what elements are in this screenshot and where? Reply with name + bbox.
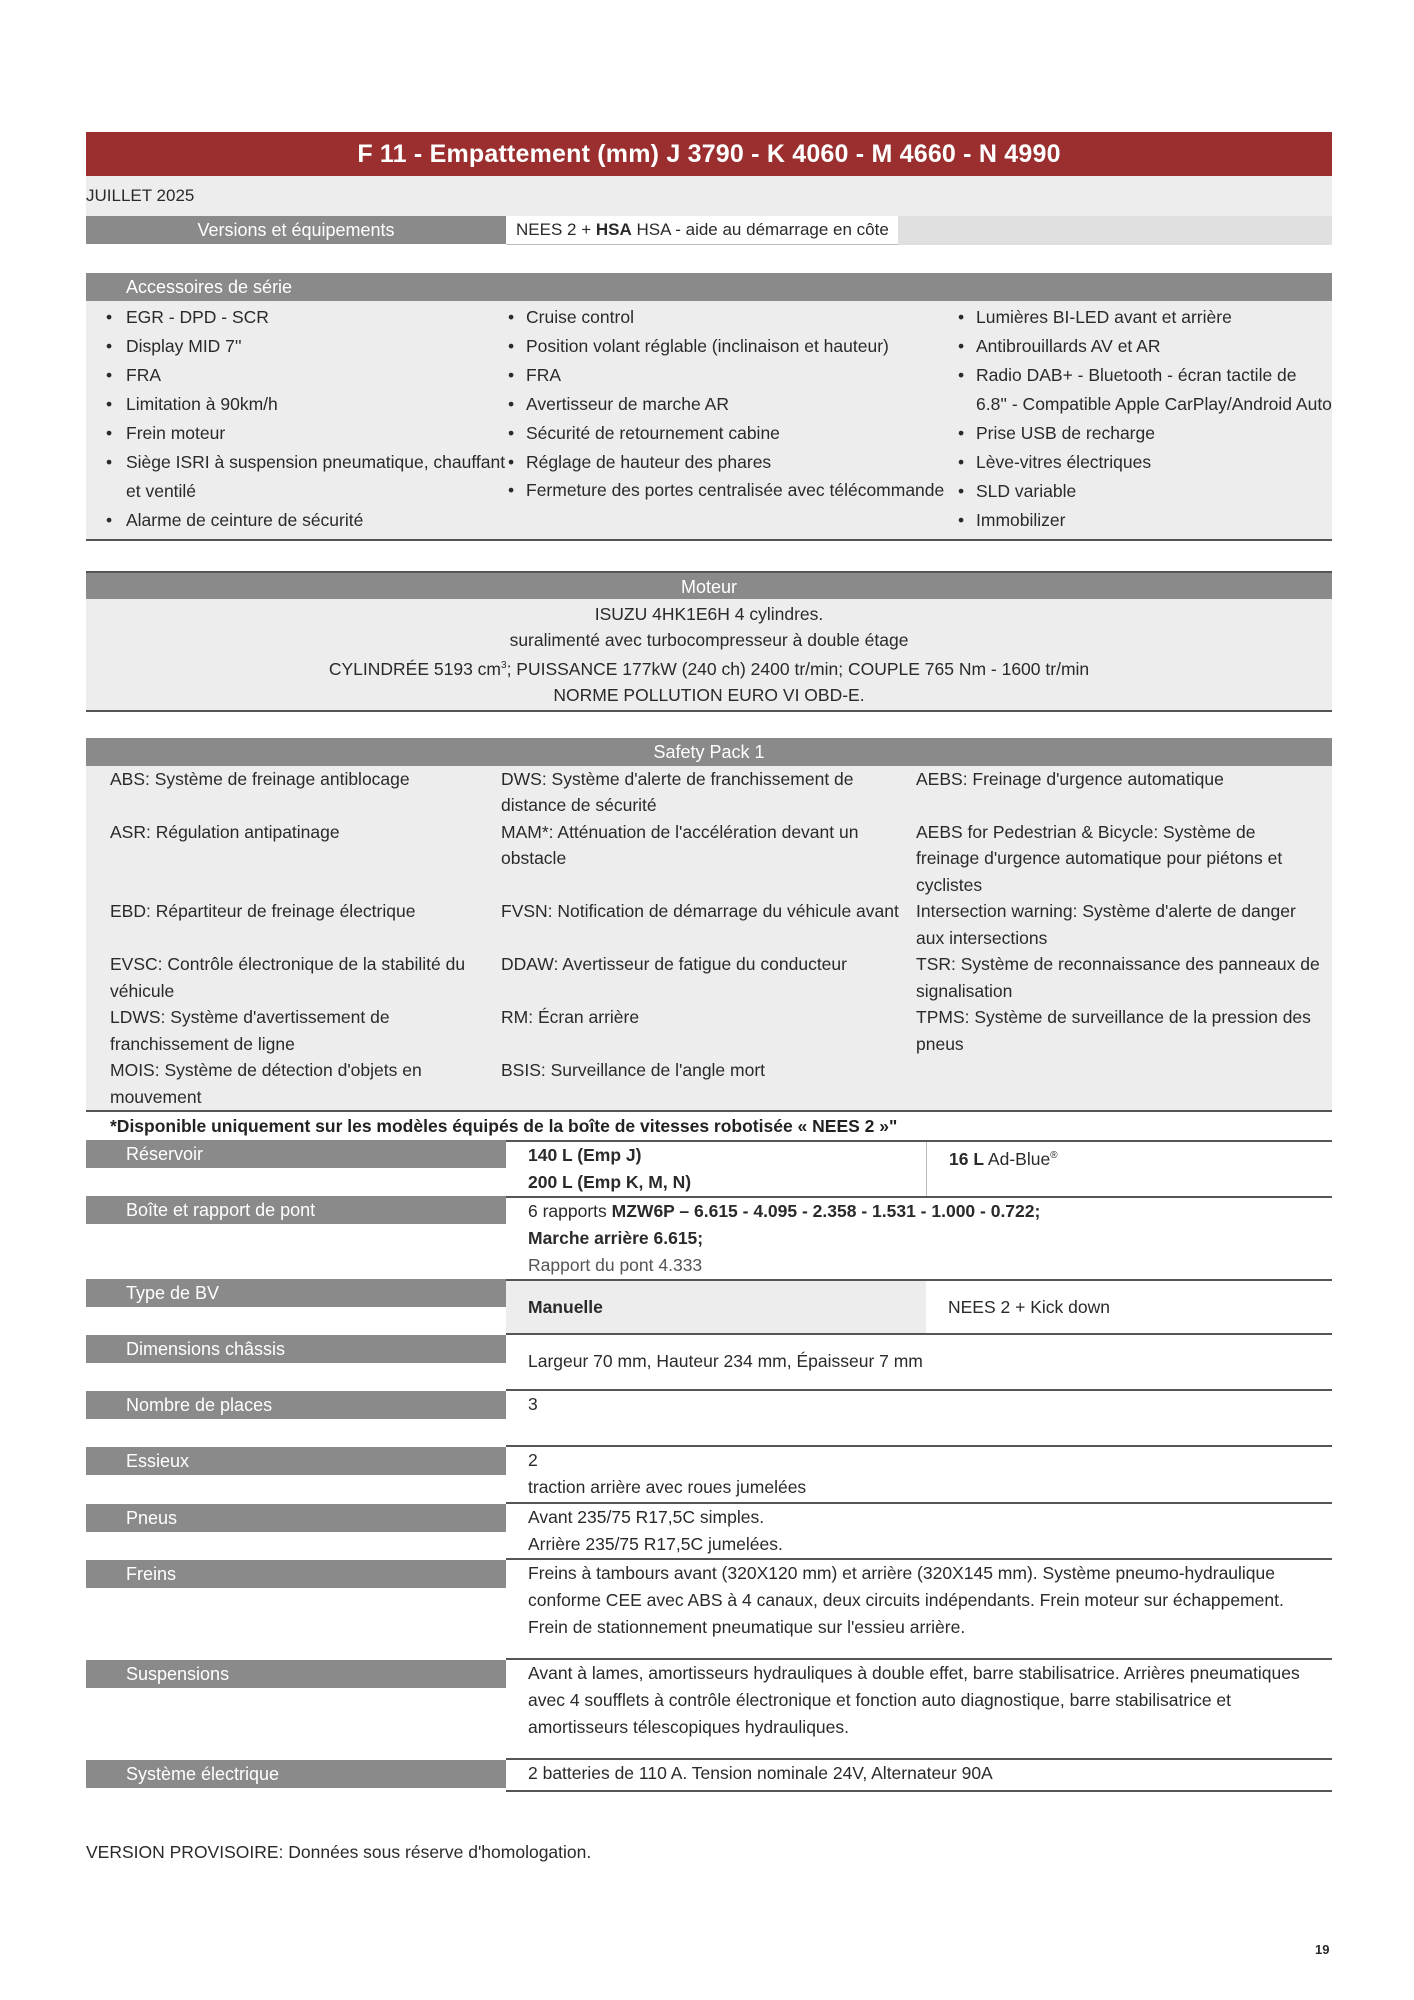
spec-chassis [86,1335,1332,1391]
axles-desc: traction arrière avec roues jumelées [528,1477,807,1498]
engine-line-4: NORME POLLUTION EURO VI OBD-E. [553,684,865,705]
engine-power-torque: ; PUISSANCE 177kW (240 ch) 2400 tr/min; COUPLE 765 Nm - 1600 tr/min [506,658,1090,679]
list-item: • Lumières BI-LED avant et arrière [946,303,1332,332]
list-item: • Frein moteur [86,419,506,448]
bv-nees: NEES 2 + Kick down [948,1297,1110,1318]
page-number: 19 [1315,1942,1330,1957]
spec-value [506,1447,1332,1504]
adblue-volume: 16 L [949,1149,985,1170]
spec-label: Système électrique [86,1760,506,1788]
spec-label: Nombre de places [86,1391,506,1419]
spec-label: Essieux [86,1447,506,1475]
spec-suspension [86,1660,1332,1760]
engine-body [86,599,1332,712]
list-item: • FRA [506,361,946,390]
spec-electric [86,1760,1332,1792]
spec-value: 2 batteries de 110 A. Tension nominale 24V, Alternateur 90A [506,1760,1332,1792]
spec-value: 3 [506,1391,1332,1447]
spec-tyres [86,1504,1332,1560]
versions-value [506,216,898,245]
safety-cell: FVSN: Notification de démarrage du véhicule avant [501,901,899,922]
safety-heading: Safety Pack 1 [86,738,1332,766]
engine-line-2: suralimenté avec turbocompresseur à double étage [509,630,909,650]
list-item: • Limitation à 90km/h [86,390,506,419]
safety-cell: ASR: Régulation antipatinage [110,821,340,842]
spec-value [506,1279,1332,1335]
list-item: • EGR - DPD - SCR [86,303,506,332]
list-item: • SLD variable [946,477,1332,506]
safety-cell [916,1057,1332,1110]
spec-label: Boîte et rapport de pont [86,1196,506,1224]
list-item: • Alarme de ceinture de sécurité [86,506,506,535]
list-item: • Position volant réglable (inclinaison et hauteur) [506,332,946,361]
page-title: F 11 - Empattement (mm) J 3790 - K 4060 - M 4660 - N 4990 [86,132,1332,176]
accessories-heading: Accessoires de série [86,273,1332,301]
safety-cell: ABS: Système de freinage antiblocage [110,768,410,789]
spec-gearbox [86,1196,1332,1279]
engine-displacement: CYLINDRÉE 5193 cm [328,658,501,679]
list-item: • Avertisseur de marche AR [506,390,946,419]
gearbox-line-2: Marche arrière 6.615; [528,1228,704,1249]
list-item: • Réglage de hauteur des phares [506,448,946,477]
reservoir-line-2: 200 L (Emp K, M, N) [528,1172,692,1193]
spec-value [506,1196,1332,1279]
spec-axles [86,1447,1332,1504]
date-label: JUILLET 2025 [86,186,195,205]
spec-value: Avant à lames, amortisseurs hydrauliques à double effet, barre stabilisatrice. Arrières pneumatiques avec 4 soufflets à contrôle électronique et fonction auto diagnostique, barre stabilisatrice et amortisseurs télescopiques hydrauliques. [506,1660,1332,1760]
versions-value-bold: HSA [595,220,632,239]
versions-row [86,216,1332,245]
list-item: • Cruise control [506,303,946,332]
spec-brakes [86,1560,1332,1660]
safety-footnote: *Disponible uniquement sur les modèles équipés de la boîte de vitesses robotisée « NEES 2 »" [86,1110,1332,1140]
spec-label: Dimensions châssis [86,1335,506,1363]
spec-sheet [86,132,1332,1792]
tyres-rear: Arrière 235/75 R17,5C jumelées. [528,1534,783,1555]
spec-value [506,1140,1332,1196]
spec-value: Freins à tambours avant (320X120 mm) et arrière (320X145 mm). Système pneumo-hydraulique conforme CEE avec ABS à 4 canaux, deux circuits indépendants. Frein moteur sur échappement. Frein de stationnement pneumatique sur l'essieu arrière. [506,1560,1332,1660]
engine-line-1: ISUZU 4HK1E6H 4 cylindres. [594,604,824,624]
list-item: • Antibrouillards AV et AR [946,332,1332,361]
list-item: • Lève-vitres électriques [946,448,1332,477]
accessories-grid [86,301,1332,541]
accessories-col-2 [506,303,946,535]
list-item: • Display MID 7'' [86,332,506,361]
gearbox-ratios: MZW6P – 6.615 - 4.095 - 2.358 - 1.531 - 1.000 - 0.722; [611,1201,1041,1222]
spec-label: Type de BV [86,1279,506,1307]
safety-grid [86,766,1332,1111]
engine-line-3 [86,653,1332,682]
list-item: • Sécurité de retournement cabine [506,419,946,448]
spec-reservoir [86,1140,1332,1196]
list-item: • Fermeture des portes centralisée avec télécommande [506,477,946,503]
tyres-front: Avant 235/75 R17,5C simples. [528,1507,765,1528]
accessories-section [86,273,1332,541]
safety-cell: AEBS for Pedestrian & Bicycle: Système de freinage d'urgence automatique pour piétons et cyclistes [916,821,1283,895]
spec-bv [86,1279,1332,1335]
list-item: • Prise USB de recharge [946,419,1332,448]
adblue-trademark: ® [1050,1150,1058,1162]
spec-label: Suspensions [86,1660,506,1688]
list-item: • Radio DAB+ - Bluetooth - écran tactile de 6.8'' - Compatible Apple CarPlay/Android Auto [946,361,1332,419]
spec-places [86,1391,1332,1447]
reservoir-line-1: 140 L (Emp J) [528,1145,642,1166]
versions-value-suffix: HSA - aide au démarrage en côte [631,220,889,239]
safety-cell: BSIS: Surveillance de l'angle mort [501,1060,766,1081]
safety-cell: EVSC: Contrôle électronique de la stabilité du véhicule [110,954,466,1001]
versions-label: Versions et équipements [86,216,506,244]
adblue-label: Ad-Blue [984,1149,1051,1170]
safety-cell: DWS: Système d'alerte de franchissement de distance de sécurité [501,768,854,816]
spec-label: Freins [86,1560,506,1588]
engine-section [86,571,1332,712]
safety-section [86,738,1332,1141]
axles-count: 2 [528,1450,538,1471]
list-item: • Immobilizer [946,506,1332,535]
safety-cell: DDAW: Avertisseur de fatigue du conducteur [501,954,847,975]
list-item: • Siège ISRI à suspension pneumatique, chauffant et ventilé [86,448,506,506]
spec-label: Pneus [86,1504,506,1532]
gearbox-line-1 [528,1198,1332,1225]
safety-cell: MAM*: Atténuation de l'accélération devant un obstacle [501,821,859,869]
reservoir-capacity [506,1142,926,1196]
spec-label: Réservoir [86,1140,506,1168]
engine-displacement-unit-sup: 3 [501,660,507,671]
gearbox-line-3: Rapport du pont 4.333 [528,1255,703,1276]
bv-manual: Manuelle [506,1281,926,1333]
accessories-col-3 [946,303,1332,535]
list-item: • FRA [86,361,506,390]
safety-cell: RM: Écran arrière [501,1007,640,1028]
safety-cell: TPMS: Système de surveillance de la pression des pneus [916,1007,1311,1054]
gearbox-count: 6 rapports [528,1201,612,1222]
safety-cell: EBD: Répartiteur de freinage électrique [110,901,416,922]
safety-cell: LDWS: Système d'avertissement de franchissement de ligne [110,1007,390,1054]
versions-filler [898,216,1332,245]
accessories-col-1 [86,303,506,535]
safety-cell: Intersection warning: Système d'alerte de danger aux intersections [916,901,1296,948]
provisional-note: VERSION PROVISOIRE: Données sous réserve d'homologation. [86,1842,592,1862]
safety-cell: TSR: Système de reconnaissance des panneaux de signalisation [916,954,1320,1001]
spec-value [506,1504,1332,1560]
safety-cell: AEBS: Freinage d'urgence automatique [916,768,1224,789]
spec-value: Largeur 70 mm, Hauteur 234 mm, Épaisseur 7 mm [506,1335,1332,1391]
safety-cell: MOIS: Système de détection d'objets en mouvement [110,1060,422,1107]
date-row [86,176,1332,216]
engine-heading: Moteur [86,571,1332,599]
adblue-capacity [926,1142,1332,1196]
versions-value-prefix: NEES 2 + [516,220,596,239]
